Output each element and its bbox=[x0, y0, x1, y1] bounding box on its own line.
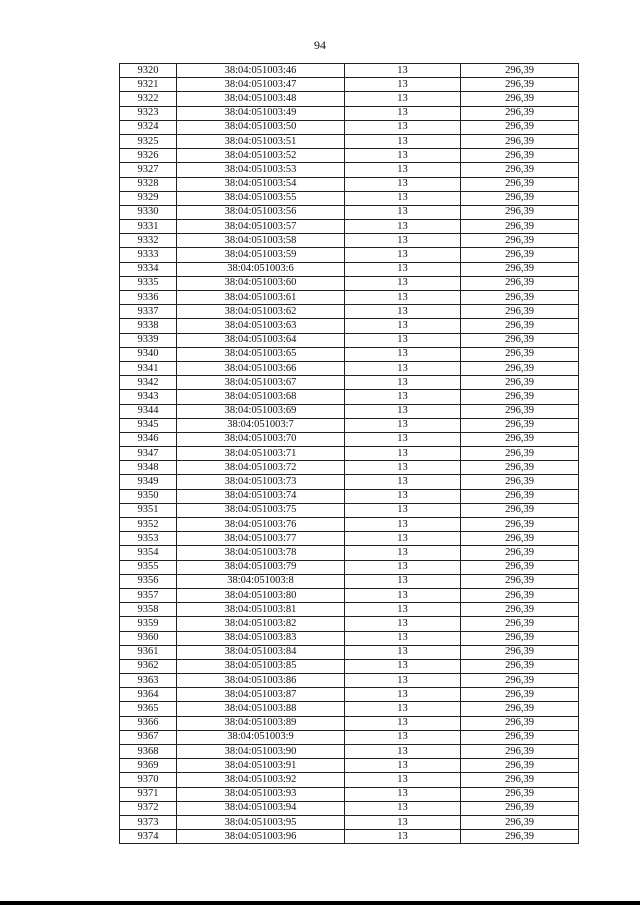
row-number-cell: 9345 bbox=[120, 418, 177, 432]
area-cell: 296,39 bbox=[461, 149, 579, 163]
row-number-cell: 9348 bbox=[120, 461, 177, 475]
code-cell: 13 bbox=[345, 787, 461, 801]
cadastral-number-cell: 38:04:051003:56 bbox=[177, 205, 345, 219]
row-number-cell: 9341 bbox=[120, 361, 177, 375]
area-cell: 296,39 bbox=[461, 659, 579, 673]
cadastral-number-cell: 38:04:051003:72 bbox=[177, 461, 345, 475]
row-number-cell: 9356 bbox=[120, 574, 177, 588]
area-cell: 296,39 bbox=[461, 617, 579, 631]
table-row bbox=[120, 404, 579, 418]
code-cell: 13 bbox=[345, 801, 461, 815]
code-cell: 13 bbox=[345, 588, 461, 602]
row-number-cell: 9332 bbox=[120, 234, 177, 248]
table-row bbox=[120, 319, 579, 333]
row-number-cell: 9358 bbox=[120, 603, 177, 617]
row-number-cell: 9326 bbox=[120, 149, 177, 163]
area-cell: 296,39 bbox=[461, 248, 579, 262]
table-row bbox=[120, 191, 579, 205]
cadastral-number-cell: 38:04:051003:93 bbox=[177, 787, 345, 801]
area-cell: 296,39 bbox=[461, 78, 579, 92]
area-cell: 296,39 bbox=[461, 475, 579, 489]
cadastral-number-cell: 38:04:051003:60 bbox=[177, 276, 345, 290]
code-cell: 13 bbox=[345, 716, 461, 730]
row-number-cell: 9363 bbox=[120, 674, 177, 688]
cadastral-number-cell: 38:04:051003:9 bbox=[177, 730, 345, 744]
table-row bbox=[120, 759, 579, 773]
cadastral-number-cell: 38:04:051003:85 bbox=[177, 659, 345, 673]
code-cell: 13 bbox=[345, 220, 461, 234]
code-cell: 13 bbox=[345, 560, 461, 574]
code-cell: 13 bbox=[345, 518, 461, 532]
table-row bbox=[120, 220, 579, 234]
cadastral-number-cell: 38:04:051003:62 bbox=[177, 305, 345, 319]
cadastral-number-cell: 38:04:051003:50 bbox=[177, 120, 345, 134]
code-cell: 13 bbox=[345, 205, 461, 219]
table-row bbox=[120, 659, 579, 673]
cadastral-number-cell: 38:04:051003:73 bbox=[177, 475, 345, 489]
table-row bbox=[120, 475, 579, 489]
table-row bbox=[120, 815, 579, 829]
cadastral-number-cell: 38:04:051003:74 bbox=[177, 489, 345, 503]
row-number-cell: 9336 bbox=[120, 291, 177, 305]
cadastral-number-cell: 38:04:051003:65 bbox=[177, 347, 345, 361]
cadastral-number-cell: 38:04:051003:7 bbox=[177, 418, 345, 432]
row-number-cell: 9344 bbox=[120, 404, 177, 418]
table-row bbox=[120, 674, 579, 688]
row-number-cell: 9337 bbox=[120, 305, 177, 319]
cadastral-number-cell: 38:04:051003:46 bbox=[177, 64, 345, 78]
table-row bbox=[120, 645, 579, 659]
code-cell: 13 bbox=[345, 617, 461, 631]
table-row bbox=[120, 773, 579, 787]
table-row bbox=[120, 617, 579, 631]
cadastral-number-cell: 38:04:051003:6 bbox=[177, 262, 345, 276]
row-number-cell: 9328 bbox=[120, 177, 177, 191]
cadastral-number-cell: 38:04:051003:68 bbox=[177, 390, 345, 404]
page-number: 94 bbox=[314, 38, 326, 52]
table-row bbox=[120, 489, 579, 503]
area-cell: 296,39 bbox=[461, 716, 579, 730]
cadastral-number-cell: 38:04:051003:63 bbox=[177, 319, 345, 333]
cadastral-number-cell: 38:04:051003:75 bbox=[177, 503, 345, 517]
cadastral-number-cell: 38:04:051003:76 bbox=[177, 518, 345, 532]
scan-edge-bar bbox=[0, 901, 640, 905]
area-cell: 296,39 bbox=[461, 815, 579, 829]
row-number-cell: 9370 bbox=[120, 773, 177, 787]
code-cell: 13 bbox=[345, 361, 461, 375]
table-row bbox=[120, 830, 579, 844]
row-number-cell: 9361 bbox=[120, 645, 177, 659]
table-row bbox=[120, 560, 579, 574]
area-cell: 296,39 bbox=[461, 177, 579, 191]
area-cell: 296,39 bbox=[461, 702, 579, 716]
row-number-cell: 9320 bbox=[120, 64, 177, 78]
area-cell: 296,39 bbox=[461, 518, 579, 532]
cadastral-number-cell: 38:04:051003:83 bbox=[177, 631, 345, 645]
table-row bbox=[120, 461, 579, 475]
row-number-cell: 9321 bbox=[120, 78, 177, 92]
row-number-cell: 9369 bbox=[120, 759, 177, 773]
area-cell: 296,39 bbox=[461, 305, 579, 319]
area-cell: 296,39 bbox=[461, 489, 579, 503]
code-cell: 13 bbox=[345, 191, 461, 205]
table-row bbox=[120, 92, 579, 106]
area-cell: 296,39 bbox=[461, 404, 579, 418]
code-cell: 13 bbox=[345, 574, 461, 588]
code-cell: 13 bbox=[345, 830, 461, 844]
area-cell: 296,39 bbox=[461, 120, 579, 134]
area-cell: 296,39 bbox=[461, 787, 579, 801]
area-cell: 296,39 bbox=[461, 333, 579, 347]
area-cell: 296,39 bbox=[461, 376, 579, 390]
row-number-cell: 9327 bbox=[120, 163, 177, 177]
code-cell: 13 bbox=[345, 815, 461, 829]
row-number-cell: 9362 bbox=[120, 659, 177, 673]
table-row bbox=[120, 801, 579, 815]
row-number-cell: 9351 bbox=[120, 503, 177, 517]
row-number-cell: 9330 bbox=[120, 205, 177, 219]
row-number-cell: 9331 bbox=[120, 220, 177, 234]
row-number-cell: 9372 bbox=[120, 801, 177, 815]
cadastral-number-cell: 38:04:051003:52 bbox=[177, 149, 345, 163]
table-row bbox=[120, 205, 579, 219]
table-row bbox=[120, 603, 579, 617]
row-number-cell: 9329 bbox=[120, 191, 177, 205]
cadastral-number-cell: 38:04:051003:61 bbox=[177, 291, 345, 305]
area-cell: 296,39 bbox=[461, 603, 579, 617]
table-row bbox=[120, 546, 579, 560]
row-number-cell: 9322 bbox=[120, 92, 177, 106]
row-number-cell: 9339 bbox=[120, 333, 177, 347]
code-cell: 13 bbox=[345, 64, 461, 78]
cadastral-number-cell: 38:04:051003:47 bbox=[177, 78, 345, 92]
cadastral-number-cell: 38:04:051003:88 bbox=[177, 702, 345, 716]
code-cell: 13 bbox=[345, 248, 461, 262]
area-cell: 296,39 bbox=[461, 347, 579, 361]
area-cell: 296,39 bbox=[461, 688, 579, 702]
row-number-cell: 9324 bbox=[120, 120, 177, 134]
cadastral-number-cell: 38:04:051003:49 bbox=[177, 106, 345, 120]
table-row bbox=[120, 361, 579, 375]
area-cell: 296,39 bbox=[461, 560, 579, 574]
row-number-cell: 9364 bbox=[120, 688, 177, 702]
code-cell: 13 bbox=[345, 333, 461, 347]
cadastral-number-cell: 38:04:051003:69 bbox=[177, 404, 345, 418]
code-cell: 13 bbox=[345, 234, 461, 248]
row-number-cell: 9335 bbox=[120, 276, 177, 290]
code-cell: 13 bbox=[345, 546, 461, 560]
row-number-cell: 9347 bbox=[120, 447, 177, 461]
code-cell: 13 bbox=[345, 106, 461, 120]
area-cell: 296,39 bbox=[461, 730, 579, 744]
row-number-cell: 9333 bbox=[120, 248, 177, 262]
row-number-cell: 9350 bbox=[120, 489, 177, 503]
code-cell: 13 bbox=[345, 376, 461, 390]
cadastral-number-cell: 38:04:051003:80 bbox=[177, 588, 345, 602]
cadastral-number-cell: 38:04:051003:58 bbox=[177, 234, 345, 248]
row-number-cell: 9353 bbox=[120, 532, 177, 546]
area-cell: 296,39 bbox=[461, 92, 579, 106]
table-row bbox=[120, 347, 579, 361]
row-number-cell: 9359 bbox=[120, 617, 177, 631]
area-cell: 296,39 bbox=[461, 319, 579, 333]
row-number-cell: 9366 bbox=[120, 716, 177, 730]
row-number-cell: 9354 bbox=[120, 546, 177, 560]
row-number-cell: 9367 bbox=[120, 730, 177, 744]
table-row bbox=[120, 276, 579, 290]
table-row bbox=[120, 177, 579, 191]
table-row bbox=[120, 234, 579, 248]
area-cell: 296,39 bbox=[461, 503, 579, 517]
code-cell: 13 bbox=[345, 447, 461, 461]
table-row bbox=[120, 716, 579, 730]
cadastral-number-cell: 38:04:051003:78 bbox=[177, 546, 345, 560]
table-row bbox=[120, 291, 579, 305]
table-row bbox=[120, 149, 579, 163]
code-cell: 13 bbox=[345, 702, 461, 716]
area-cell: 296,39 bbox=[461, 447, 579, 461]
row-number-cell: 9346 bbox=[120, 432, 177, 446]
table-row bbox=[120, 418, 579, 432]
cadastral-number-cell: 38:04:051003:71 bbox=[177, 447, 345, 461]
cadastral-number-cell: 38:04:051003:82 bbox=[177, 617, 345, 631]
cadastral-number-cell: 38:04:051003:66 bbox=[177, 361, 345, 375]
table-row bbox=[120, 64, 579, 78]
area-cell: 296,39 bbox=[461, 64, 579, 78]
cadastral-number-cell: 38:04:051003:81 bbox=[177, 603, 345, 617]
area-cell: 296,39 bbox=[461, 220, 579, 234]
code-cell: 13 bbox=[345, 92, 461, 106]
row-number-cell: 9334 bbox=[120, 262, 177, 276]
row-number-cell: 9349 bbox=[120, 475, 177, 489]
area-cell: 296,39 bbox=[461, 532, 579, 546]
table-row bbox=[120, 730, 579, 744]
code-cell: 13 bbox=[345, 163, 461, 177]
cadastral-number-cell: 38:04:051003:86 bbox=[177, 674, 345, 688]
area-cell: 296,39 bbox=[461, 631, 579, 645]
area-cell: 296,39 bbox=[461, 205, 579, 219]
cadastral-number-cell: 38:04:051003:89 bbox=[177, 716, 345, 730]
code-cell: 13 bbox=[345, 177, 461, 191]
table-row bbox=[120, 503, 579, 517]
table-row bbox=[120, 688, 579, 702]
area-cell: 296,39 bbox=[461, 461, 579, 475]
area-cell: 296,39 bbox=[461, 830, 579, 844]
area-cell: 296,39 bbox=[461, 574, 579, 588]
table-row bbox=[120, 376, 579, 390]
area-cell: 296,39 bbox=[461, 432, 579, 446]
cadastral-number-cell: 38:04:051003:87 bbox=[177, 688, 345, 702]
table-row bbox=[120, 390, 579, 404]
code-cell: 13 bbox=[345, 347, 461, 361]
area-cell: 296,39 bbox=[461, 645, 579, 659]
area-cell: 296,39 bbox=[461, 291, 579, 305]
code-cell: 13 bbox=[345, 120, 461, 134]
code-cell: 13 bbox=[345, 645, 461, 659]
row-number-cell: 9343 bbox=[120, 390, 177, 404]
code-cell: 13 bbox=[345, 418, 461, 432]
area-cell: 296,39 bbox=[461, 745, 579, 759]
row-number-cell: 9357 bbox=[120, 588, 177, 602]
cadastral-number-cell: 38:04:051003:90 bbox=[177, 745, 345, 759]
cadastral-number-cell: 38:04:051003:77 bbox=[177, 532, 345, 546]
row-number-cell: 9360 bbox=[120, 631, 177, 645]
code-cell: 13 bbox=[345, 503, 461, 517]
row-number-cell: 9374 bbox=[120, 830, 177, 844]
code-cell: 13 bbox=[345, 659, 461, 673]
area-cell: 296,39 bbox=[461, 163, 579, 177]
area-cell: 296,39 bbox=[461, 262, 579, 276]
cadastral-number-cell: 38:04:051003:53 bbox=[177, 163, 345, 177]
code-cell: 13 bbox=[345, 603, 461, 617]
row-number-cell: 9371 bbox=[120, 787, 177, 801]
row-number-cell: 9340 bbox=[120, 347, 177, 361]
code-cell: 13 bbox=[345, 461, 461, 475]
cadastral-number-cell: 38:04:051003:55 bbox=[177, 191, 345, 205]
code-cell: 13 bbox=[345, 404, 461, 418]
cadastral-number-cell: 38:04:051003:95 bbox=[177, 815, 345, 829]
area-cell: 296,39 bbox=[461, 674, 579, 688]
area-cell: 296,39 bbox=[461, 234, 579, 248]
code-cell: 13 bbox=[345, 305, 461, 319]
table-row bbox=[120, 120, 579, 134]
row-number-cell: 9368 bbox=[120, 745, 177, 759]
area-cell: 296,39 bbox=[461, 773, 579, 787]
code-cell: 13 bbox=[345, 674, 461, 688]
code-cell: 13 bbox=[345, 134, 461, 148]
area-cell: 296,39 bbox=[461, 276, 579, 290]
area-cell: 296,39 bbox=[461, 390, 579, 404]
cadastral-number-cell: 38:04:051003:67 bbox=[177, 376, 345, 390]
table-row bbox=[120, 447, 579, 461]
code-cell: 13 bbox=[345, 390, 461, 404]
code-cell: 13 bbox=[345, 78, 461, 92]
table-row bbox=[120, 78, 579, 92]
data-table bbox=[119, 63, 579, 844]
row-number-cell: 9323 bbox=[120, 106, 177, 120]
table-row bbox=[120, 574, 579, 588]
cadastral-number-cell: 38:04:051003:8 bbox=[177, 574, 345, 588]
code-cell: 13 bbox=[345, 688, 461, 702]
code-cell: 13 bbox=[345, 475, 461, 489]
cadastral-number-cell: 38:04:051003:79 bbox=[177, 560, 345, 574]
table-row bbox=[120, 532, 579, 546]
code-cell: 13 bbox=[345, 489, 461, 503]
area-cell: 296,39 bbox=[461, 106, 579, 120]
area-cell: 296,39 bbox=[461, 418, 579, 432]
cadastral-number-cell: 38:04:051003:96 bbox=[177, 830, 345, 844]
cadastral-number-cell: 38:04:051003:51 bbox=[177, 134, 345, 148]
row-number-cell: 9355 bbox=[120, 560, 177, 574]
cadastral-number-cell: 38:04:051003:84 bbox=[177, 645, 345, 659]
code-cell: 13 bbox=[345, 432, 461, 446]
cadastral-number-cell: 38:04:051003:48 bbox=[177, 92, 345, 106]
area-cell: 296,39 bbox=[461, 191, 579, 205]
row-number-cell: 9365 bbox=[120, 702, 177, 716]
cadastral-number-cell: 38:04:051003:94 bbox=[177, 801, 345, 815]
table-row bbox=[120, 631, 579, 645]
table-row bbox=[120, 745, 579, 759]
area-cell: 296,39 bbox=[461, 801, 579, 815]
cadastral-number-cell: 38:04:051003:57 bbox=[177, 220, 345, 234]
table-row bbox=[120, 106, 579, 120]
row-number-cell: 9338 bbox=[120, 319, 177, 333]
area-cell: 296,39 bbox=[461, 588, 579, 602]
cadastral-number-cell: 38:04:051003:92 bbox=[177, 773, 345, 787]
table-row bbox=[120, 432, 579, 446]
table-row bbox=[120, 333, 579, 347]
table-row bbox=[120, 305, 579, 319]
cadastral-number-cell: 38:04:051003:64 bbox=[177, 333, 345, 347]
row-number-cell: 9373 bbox=[120, 815, 177, 829]
code-cell: 13 bbox=[345, 319, 461, 333]
code-cell: 13 bbox=[345, 276, 461, 290]
code-cell: 13 bbox=[345, 631, 461, 645]
code-cell: 13 bbox=[345, 745, 461, 759]
area-cell: 296,39 bbox=[461, 759, 579, 773]
cadastral-number-cell: 38:04:051003:59 bbox=[177, 248, 345, 262]
area-cell: 296,39 bbox=[461, 361, 579, 375]
code-cell: 13 bbox=[345, 730, 461, 744]
table-row bbox=[120, 262, 579, 276]
code-cell: 13 bbox=[345, 149, 461, 163]
table-row bbox=[120, 702, 579, 716]
code-cell: 13 bbox=[345, 773, 461, 787]
code-cell: 13 bbox=[345, 759, 461, 773]
table-row bbox=[120, 248, 579, 262]
row-number-cell: 9325 bbox=[120, 134, 177, 148]
cadastral-number-cell: 38:04:051003:70 bbox=[177, 432, 345, 446]
table-row bbox=[120, 588, 579, 602]
table-row bbox=[120, 787, 579, 801]
row-number-cell: 9342 bbox=[120, 376, 177, 390]
area-cell: 296,39 bbox=[461, 134, 579, 148]
table-row bbox=[120, 163, 579, 177]
code-cell: 13 bbox=[345, 262, 461, 276]
cadastral-number-cell: 38:04:051003:91 bbox=[177, 759, 345, 773]
table-body bbox=[120, 64, 579, 844]
table-row bbox=[120, 134, 579, 148]
cadastral-number-cell: 38:04:051003:54 bbox=[177, 177, 345, 191]
row-number-cell: 9352 bbox=[120, 518, 177, 532]
code-cell: 13 bbox=[345, 291, 461, 305]
table-row bbox=[120, 518, 579, 532]
code-cell: 13 bbox=[345, 532, 461, 546]
area-cell: 296,39 bbox=[461, 546, 579, 560]
